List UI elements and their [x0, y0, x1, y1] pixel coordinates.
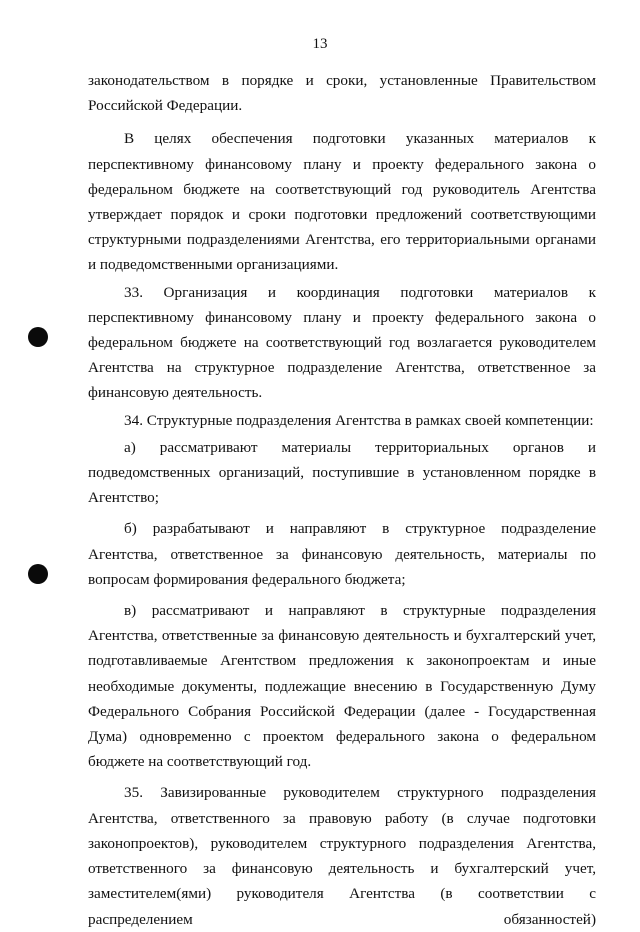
document-body	[88, 68, 596, 932]
page-number: 13	[312, 36, 328, 52]
paragraph-continuation: законодательством в порядке и сроки, установленные Правительством Российской Федерации.	[88, 72, 596, 115]
punch-hole-top	[28, 327, 48, 347]
paragraph-34-b: б) разрабатывают и направляют в структурное подразделение Агентства, ответственное за финансовую деятельность, материалы по вопросам формирования федерального бюджета;	[88, 520, 596, 588]
paragraph-34: 34. Структурные подразделения Агентства в рамках своей компетенции:	[124, 411, 594, 429]
paragraph-34-a: а) рассматривают материалы территориальных органов и подведомственных организаций, поступившие в установленном порядке в Агентство;	[88, 438, 596, 507]
punch-hole-bottom	[28, 564, 48, 584]
paragraph-34-v: в) рассматривают и направляют в структурные подразделения Агентства, ответственные за финансовую деятельность и бухгалтерский учет, подготавливаемые Агентством предложения к законопроектам и иные необходимые документы, подлежащие внесению в Государственную Думу Федерального Собрания Российской Федерации (далее - Государственная Дума) одновременно с проектом федерального закона о федеральном бюджете на соответствующий год.	[88, 602, 596, 771]
paragraph-35: 35. Завизированные руководителем структурного подразделения Агентства, ответственного за правовую работу (в случае подготовки законопроектов), руководителем структурного подразделения Агентства, ответственного за финансовую деятельность и бухгалтерский учет, заместителем(ями) руководителя Агентства (в соответствии с распределением обязанностей)	[88, 784, 596, 928]
paragraph-33: 33. Организация и координация подготовки материалов к перспективному финансовому плану и проекту федерального закона о федеральном бюджете на соответствующий год возлагается руководителем Агентства на структурное подразделение Агентства, ответственное за финансовую деятельность.	[88, 283, 596, 402]
paragraph-preparation: В целях обеспечения подготовки указанных материалов к перспективному финансовому плану и проекту федерального закона о федеральном бюджете на соответствующий год руководитель Агентства утверждает порядок и сроки подготовки предложений соответствующими структурными подразделениями Агентства, его территориальными органами и подведомственными организациями.	[88, 130, 596, 274]
